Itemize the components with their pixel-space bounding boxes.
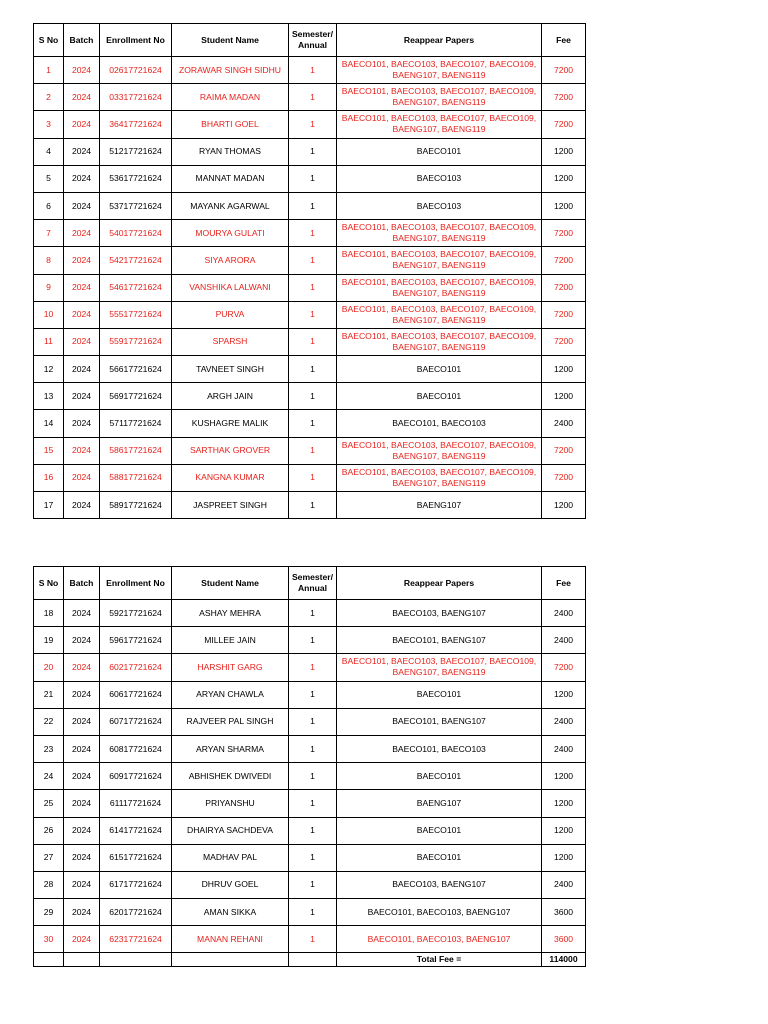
cell-fee: 2400 — [542, 627, 586, 654]
cell-fee: 7200 — [542, 84, 586, 111]
cell-student-name: JASPREET SINGH — [172, 492, 289, 519]
cell-batch: 2024 — [64, 464, 100, 491]
cell-sno: 22 — [34, 708, 64, 735]
cell-student-name: ARGH JAIN — [172, 383, 289, 410]
cell-student-name: HARSHIT GARG — [172, 654, 289, 681]
cell-batch: 2024 — [64, 492, 100, 519]
header-semester: Semester/ Annual — [289, 24, 337, 57]
cell-sno: 23 — [34, 735, 64, 762]
cell-sno: 18 — [34, 600, 64, 627]
cell-student-name: MAYANK AGARWAL — [172, 192, 289, 219]
table-row — [34, 654, 586, 681]
cell-semester: 1 — [289, 492, 337, 519]
cell-reappear-papers: BAECO101 — [337, 763, 542, 790]
cell-enrollment: 55917721624 — [100, 328, 172, 355]
cell-reappear-papers: BAECO101, BAECO103, BAECO107, BAECO109, BAENG107, BAENG119 — [337, 84, 542, 111]
cell-sno: 4 — [34, 138, 64, 165]
total-blank-cell — [34, 953, 64, 967]
cell-reappear-papers: BAECO101, BAECO103, BAECO107, BAECO109, BAENG107, BAENG119 — [337, 654, 542, 681]
total-fee-value: 114000 — [542, 953, 586, 967]
cell-batch: 2024 — [64, 437, 100, 464]
cell-sno: 6 — [34, 192, 64, 219]
cell-sno: 28 — [34, 871, 64, 898]
cell-batch: 2024 — [64, 410, 100, 437]
cell-semester: 1 — [289, 844, 337, 871]
cell-reappear-papers: BAENG107 — [337, 492, 542, 519]
cell-student-name: SARTHAK GROVER — [172, 437, 289, 464]
total-fee-label: Total Fee = — [337, 953, 542, 967]
cell-semester: 1 — [289, 301, 337, 328]
cell-fee: 7200 — [542, 301, 586, 328]
cell-enrollment: 60617721624 — [100, 681, 172, 708]
cell-fee: 1200 — [542, 790, 586, 817]
cell-student-name: VANSHIKA LALWANI — [172, 274, 289, 301]
cell-reappear-papers: BAECO101 — [337, 356, 542, 383]
table-row — [34, 274, 586, 301]
cell-student-name: ABHISHEK DWIVEDI — [172, 763, 289, 790]
cell-reappear-papers: BAECO101, BAECO103, BAECO107, BAECO109, BAENG107, BAENG119 — [337, 301, 542, 328]
cell-enrollment: 02617721624 — [100, 57, 172, 84]
table-row — [34, 410, 586, 437]
cell-semester: 1 — [289, 735, 337, 762]
cell-student-name: TAVNEET SINGH — [172, 356, 289, 383]
table-row — [34, 681, 586, 708]
table-row — [34, 192, 586, 219]
cell-fee: 7200 — [542, 654, 586, 681]
cell-sno: 26 — [34, 817, 64, 844]
header-batch: Batch — [64, 567, 100, 600]
cell-semester: 1 — [289, 708, 337, 735]
table-row — [34, 328, 586, 355]
table-row — [34, 871, 586, 898]
cell-fee: 7200 — [542, 437, 586, 464]
cell-fee: 1200 — [542, 844, 586, 871]
cell-semester: 1 — [289, 899, 337, 926]
cell-sno: 12 — [34, 356, 64, 383]
table-row — [34, 220, 586, 247]
cell-semester: 1 — [289, 654, 337, 681]
cell-reappear-papers: BAECO101, BAECO103, BAECO107, BAECO109, BAENG107, BAENG119 — [337, 328, 542, 355]
header-fee: Fee — [542, 24, 586, 57]
cell-semester: 1 — [289, 763, 337, 790]
table-header-row — [34, 567, 586, 600]
table-row — [34, 165, 586, 192]
cell-student-name: DHRUV GOEL — [172, 871, 289, 898]
cell-reappear-papers: BAECO103, BAENG107 — [337, 871, 542, 898]
cell-semester: 1 — [289, 247, 337, 274]
cell-batch: 2024 — [64, 247, 100, 274]
cell-batch: 2024 — [64, 600, 100, 627]
cell-sno: 25 — [34, 790, 64, 817]
cell-student-name: MANAN REHANI — [172, 926, 289, 953]
cell-sno: 20 — [34, 654, 64, 681]
cell-reappear-papers: BAECO101 — [337, 844, 542, 871]
cell-semester: 1 — [289, 165, 337, 192]
cell-batch: 2024 — [64, 681, 100, 708]
cell-batch: 2024 — [64, 220, 100, 247]
cell-sno: 17 — [34, 492, 64, 519]
cell-batch: 2024 — [64, 627, 100, 654]
cell-reappear-papers: BAECO101, BAECO103, BAECO107, BAECO109, BAENG107, BAENG119 — [337, 111, 542, 138]
cell-batch: 2024 — [64, 274, 100, 301]
cell-fee: 1200 — [542, 165, 586, 192]
cell-sno: 13 — [34, 383, 64, 410]
cell-student-name: MOURYA GULATI — [172, 220, 289, 247]
cell-semester: 1 — [289, 383, 337, 410]
cell-reappear-papers: BAECO101, BAECO103, BAECO107, BAECO109, BAENG107, BAENG119 — [337, 437, 542, 464]
cell-semester: 1 — [289, 356, 337, 383]
cell-fee: 1200 — [542, 817, 586, 844]
header-enrollment: Enrollment No — [100, 567, 172, 600]
cell-semester: 1 — [289, 328, 337, 355]
cell-reappear-papers: BAECO101 — [337, 817, 542, 844]
cell-semester: 1 — [289, 681, 337, 708]
table-row — [34, 138, 586, 165]
cell-fee: 7200 — [542, 111, 586, 138]
cell-batch: 2024 — [64, 328, 100, 355]
cell-semester: 1 — [289, 790, 337, 817]
cell-reappear-papers: BAECO103, BAENG107 — [337, 600, 542, 627]
total-row — [34, 953, 586, 967]
cell-reappear-papers: BAECO101, BAECO103 — [337, 410, 542, 437]
cell-student-name: MILLEE JAIN — [172, 627, 289, 654]
cell-enrollment: 51217721624 — [100, 138, 172, 165]
cell-semester: 1 — [289, 57, 337, 84]
cell-enrollment: 58817721624 — [100, 464, 172, 491]
cell-batch: 2024 — [64, 926, 100, 953]
cell-enrollment: 60817721624 — [100, 735, 172, 762]
cell-fee: 7200 — [542, 464, 586, 491]
table-row — [34, 600, 586, 627]
cell-enrollment: 56917721624 — [100, 383, 172, 410]
cell-semester: 1 — [289, 192, 337, 219]
cell-student-name: MANNAT MADAN — [172, 165, 289, 192]
total-blank-cell — [64, 953, 100, 967]
cell-fee: 1200 — [542, 492, 586, 519]
cell-student-name: RAJVEER PAL SINGH — [172, 708, 289, 735]
total-blank-cell — [172, 953, 289, 967]
cell-reappear-papers: BAECO101, BAECO103, BAECO107, BAECO109, BAENG107, BAENG119 — [337, 274, 542, 301]
cell-semester: 1 — [289, 274, 337, 301]
cell-semester: 1 — [289, 410, 337, 437]
table-row — [34, 627, 586, 654]
cell-sno: 1 — [34, 57, 64, 84]
cell-batch: 2024 — [64, 817, 100, 844]
cell-fee: 7200 — [542, 247, 586, 274]
table-row — [34, 492, 586, 519]
cell-fee: 2400 — [542, 708, 586, 735]
cell-semester: 1 — [289, 627, 337, 654]
cell-student-name: KANGNA KUMAR — [172, 464, 289, 491]
cell-student-name: RYAN THOMAS — [172, 138, 289, 165]
cell-fee: 2400 — [542, 410, 586, 437]
cell-fee: 7200 — [542, 274, 586, 301]
cell-batch: 2024 — [64, 763, 100, 790]
cell-reappear-papers: BAECO101, BAECO103 — [337, 735, 542, 762]
header-enrollment: Enrollment No — [100, 24, 172, 57]
header-reappear-papers: Reappear Papers — [337, 24, 542, 57]
cell-student-name: MADHAV PAL — [172, 844, 289, 871]
cell-fee: 3600 — [542, 926, 586, 953]
cell-reappear-papers: BAENG107 — [337, 790, 542, 817]
cell-enrollment: 60717721624 — [100, 708, 172, 735]
cell-batch: 2024 — [64, 654, 100, 681]
header-sno: S No — [34, 24, 64, 57]
table-row — [34, 383, 586, 410]
header-batch: Batch — [64, 24, 100, 57]
cell-student-name: PRIYANSHU — [172, 790, 289, 817]
cell-sno: 30 — [34, 926, 64, 953]
cell-enrollment: 61117721624 — [100, 790, 172, 817]
cell-enrollment: 54217721624 — [100, 247, 172, 274]
cell-fee: 1200 — [542, 192, 586, 219]
cell-batch: 2024 — [64, 356, 100, 383]
cell-enrollment: 62017721624 — [100, 899, 172, 926]
cell-reappear-papers: BAECO101, BAENG107 — [337, 708, 542, 735]
cell-fee: 7200 — [542, 328, 586, 355]
cell-batch: 2024 — [64, 301, 100, 328]
table-row — [34, 437, 586, 464]
cell-student-name: ARYAN CHAWLA — [172, 681, 289, 708]
cell-semester: 1 — [289, 84, 337, 111]
cell-enrollment: 36417721624 — [100, 111, 172, 138]
cell-fee: 1200 — [542, 681, 586, 708]
cell-sno: 9 — [34, 274, 64, 301]
cell-batch: 2024 — [64, 138, 100, 165]
reappear-table-2 — [33, 566, 586, 967]
cell-semester: 1 — [289, 926, 337, 953]
table-row — [34, 356, 586, 383]
header-reappear-papers: Reappear Papers — [337, 567, 542, 600]
table-row — [34, 844, 586, 871]
cell-fee: 3600 — [542, 899, 586, 926]
table-row — [34, 708, 586, 735]
cell-batch: 2024 — [64, 871, 100, 898]
cell-enrollment: 53717721624 — [100, 192, 172, 219]
cell-student-name: KUSHAGRE MALIK — [172, 410, 289, 437]
cell-reappear-papers: BAECO101, BAECO103, BAECO107, BAECO109, BAENG107, BAENG119 — [337, 247, 542, 274]
table-row — [34, 84, 586, 111]
cell-reappear-papers: BAECO101 — [337, 681, 542, 708]
table-row — [34, 301, 586, 328]
cell-fee: 7200 — [542, 57, 586, 84]
cell-enrollment: 54017721624 — [100, 220, 172, 247]
cell-batch: 2024 — [64, 57, 100, 84]
cell-enrollment: 54617721624 — [100, 274, 172, 301]
cell-semester: 1 — [289, 464, 337, 491]
cell-sno: 16 — [34, 464, 64, 491]
cell-fee: 1200 — [542, 138, 586, 165]
cell-sno: 11 — [34, 328, 64, 355]
cell-student-name: PURVA — [172, 301, 289, 328]
cell-semester: 1 — [289, 138, 337, 165]
cell-enrollment: 56617721624 — [100, 356, 172, 383]
cell-sno: 19 — [34, 627, 64, 654]
cell-sno: 3 — [34, 111, 64, 138]
cell-sno: 21 — [34, 681, 64, 708]
cell-semester: 1 — [289, 111, 337, 138]
cell-enrollment: 61517721624 — [100, 844, 172, 871]
cell-enrollment: 59217721624 — [100, 600, 172, 627]
table-row — [34, 57, 586, 84]
cell-enrollment: 58917721624 — [100, 492, 172, 519]
table-row — [34, 735, 586, 762]
table-row — [34, 817, 586, 844]
cell-sno: 27 — [34, 844, 64, 871]
cell-student-name: SPARSH — [172, 328, 289, 355]
cell-enrollment: 59617721624 — [100, 627, 172, 654]
cell-sno: 15 — [34, 437, 64, 464]
cell-enrollment: 60917721624 — [100, 763, 172, 790]
cell-sno: 14 — [34, 410, 64, 437]
header-student-name: Student Name — [172, 24, 289, 57]
cell-reappear-papers: BAECO101, BAECO103, BAECO107, BAECO109, BAENG107, BAENG119 — [337, 220, 542, 247]
cell-semester: 1 — [289, 220, 337, 247]
cell-batch: 2024 — [64, 735, 100, 762]
table-row — [34, 899, 586, 926]
cell-fee: 2400 — [542, 735, 586, 762]
cell-student-name: ASHAY MEHRA — [172, 600, 289, 627]
cell-batch: 2024 — [64, 84, 100, 111]
header-fee: Fee — [542, 567, 586, 600]
cell-fee: 2400 — [542, 600, 586, 627]
cell-sno: 8 — [34, 247, 64, 274]
cell-enrollment: 61417721624 — [100, 817, 172, 844]
cell-semester: 1 — [289, 871, 337, 898]
cell-batch: 2024 — [64, 790, 100, 817]
cell-student-name: DHAIRYA SACHDEVA — [172, 817, 289, 844]
table-header-row — [34, 24, 586, 57]
cell-reappear-papers: BAECO101, BAECO103, BAENG107 — [337, 899, 542, 926]
table-row — [34, 926, 586, 953]
cell-student-name: BHARTI GOEL — [172, 111, 289, 138]
total-blank-cell — [289, 953, 337, 967]
cell-reappear-papers: BAECO101, BAECO103, BAECO107, BAECO109, BAENG107, BAENG119 — [337, 464, 542, 491]
cell-fee: 1200 — [542, 763, 586, 790]
cell-batch: 2024 — [64, 383, 100, 410]
cell-fee: 1200 — [542, 383, 586, 410]
header-semester: Semester/ Annual — [289, 567, 337, 600]
cell-enrollment: 53617721624 — [100, 165, 172, 192]
cell-semester: 1 — [289, 600, 337, 627]
cell-reappear-papers: BAECO101, BAENG107 — [337, 627, 542, 654]
cell-batch: 2024 — [64, 844, 100, 871]
cell-sno: 24 — [34, 763, 64, 790]
cell-student-name: ARYAN SHARMA — [172, 735, 289, 762]
cell-fee: 1200 — [542, 356, 586, 383]
cell-sno: 7 — [34, 220, 64, 247]
cell-student-name: RAIMA MADAN — [172, 84, 289, 111]
header-sno: S No — [34, 567, 64, 600]
cell-student-name: AMAN SIKKA — [172, 899, 289, 926]
cell-reappear-papers: BAECO101 — [337, 383, 542, 410]
cell-sno: 29 — [34, 899, 64, 926]
cell-fee: 7200 — [542, 220, 586, 247]
table-row — [34, 790, 586, 817]
cell-fee: 2400 — [542, 871, 586, 898]
cell-student-name: SIYA ARORA — [172, 247, 289, 274]
cell-reappear-papers: BAECO103 — [337, 192, 542, 219]
cell-batch: 2024 — [64, 111, 100, 138]
table-row — [34, 763, 586, 790]
cell-enrollment: 61717721624 — [100, 871, 172, 898]
cell-sno: 2 — [34, 84, 64, 111]
cell-enrollment: 55517721624 — [100, 301, 172, 328]
cell-sno: 10 — [34, 301, 64, 328]
cell-semester: 1 — [289, 437, 337, 464]
cell-reappear-papers: BAECO103 — [337, 165, 542, 192]
cell-enrollment: 60217721624 — [100, 654, 172, 681]
cell-enrollment: 58617721624 — [100, 437, 172, 464]
table-row — [34, 111, 586, 138]
cell-reappear-papers: BAECO101, BAECO103, BAECO107, BAECO109, BAENG107, BAENG119 — [337, 57, 542, 84]
cell-batch: 2024 — [64, 165, 100, 192]
cell-sno: 5 — [34, 165, 64, 192]
cell-reappear-papers: BAECO101 — [337, 138, 542, 165]
cell-semester: 1 — [289, 817, 337, 844]
cell-batch: 2024 — [64, 899, 100, 926]
reappear-table-1 — [33, 23, 586, 519]
cell-enrollment: 62317721624 — [100, 926, 172, 953]
cell-student-name: ZORAWAR SINGH SIDHU — [172, 57, 289, 84]
table-row — [34, 464, 586, 491]
cell-reappear-papers: BAECO101, BAECO103, BAENG107 — [337, 926, 542, 953]
cell-enrollment: 57117721624 — [100, 410, 172, 437]
cell-batch: 2024 — [64, 192, 100, 219]
table-row — [34, 247, 586, 274]
total-blank-cell — [100, 953, 172, 967]
cell-batch: 2024 — [64, 708, 100, 735]
cell-enrollment: 03317721624 — [100, 84, 172, 111]
header-student-name: Student Name — [172, 567, 289, 600]
